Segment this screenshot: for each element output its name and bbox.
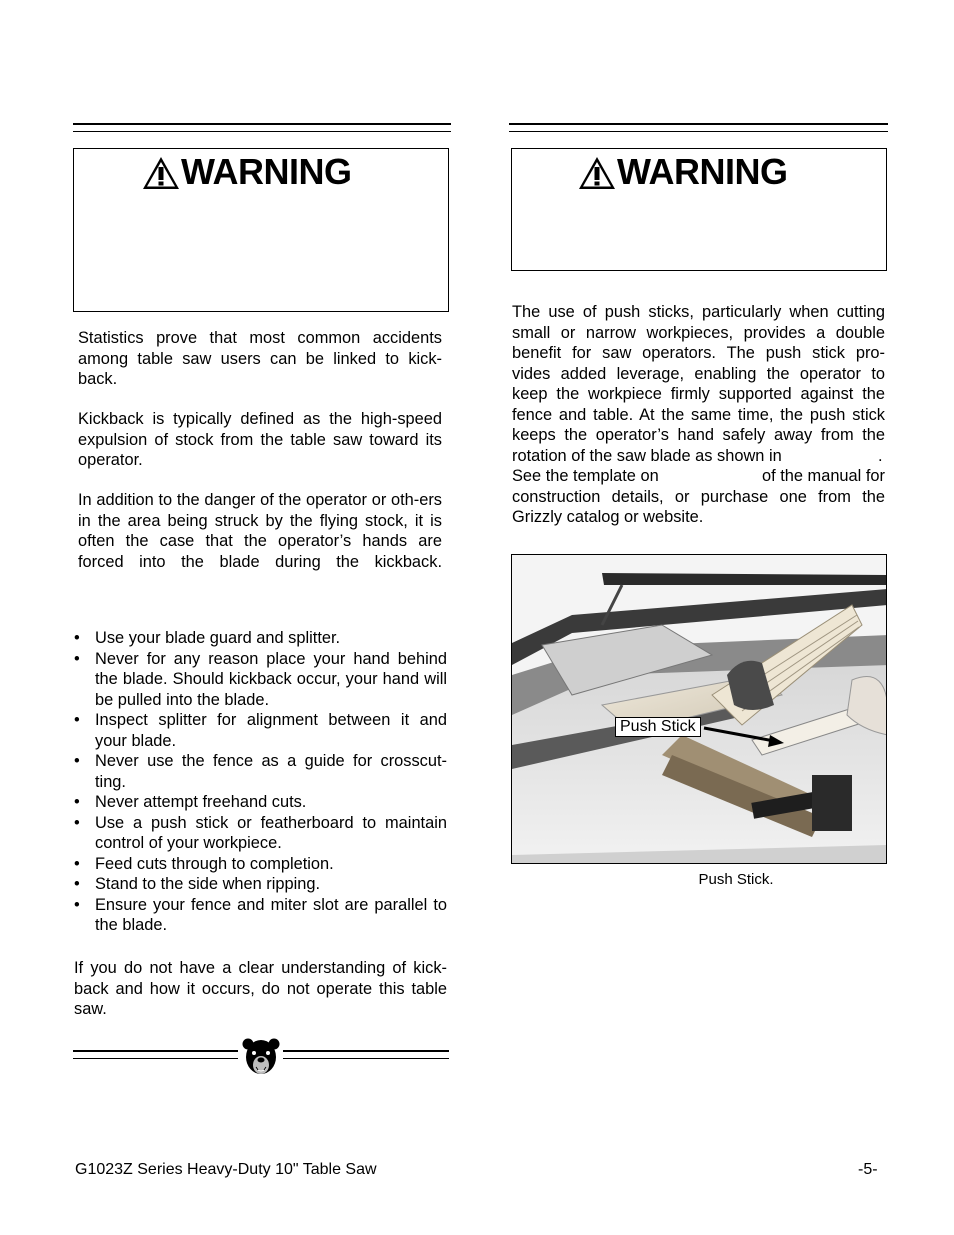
warning-triangle-icon [578,156,616,190]
paragraph-line: keeps the operator’s hand safely away from the [512,426,885,444]
paragraph-line: fence and table. At the same time, the push stick [512,405,885,424]
left-paragraph-1: Statistics prove that most common accidents among table saw users can be linked to kick-back. [78,329,442,388]
left-closing-paragraph: If you do not have a clear understanding of kick-back and how it occurs, do not operate this table saw. [74,959,447,1018]
list-item: • Use your blade guard and splitter. [74,628,447,649]
list-item: • Ensure your fence and miter slot are parallel to the blade. [74,895,447,936]
list-item: • Inspect splitter for alignment between it and your blade. [74,710,447,751]
right-warning-label: WARNING [617,151,788,192]
push-stick-label: Push Stick [615,717,701,737]
paragraph-line: keep the workpiece firmly supported against the [512,385,885,403]
paragraph-line: vides added leverage, enabling the operator to [512,364,885,383]
push-stick-paragraph [512,302,885,528]
list-item: • Use a push stick or featherboard to maintain control of your workpiece. [74,813,447,854]
paragraph-line: construction details, or purchase one from the [512,487,885,506]
paragraph-line: of the manual for [761,467,885,485]
paragraph-line: See the template on [512,467,659,485]
divider-rule-left [73,1050,238,1059]
warning-triangle-icon [142,156,180,190]
list-item: • Never for any reason place your hand behind the blade. Should kickback occur, your hand will be pulled into the blade. [74,649,447,711]
figure-caption: Push Stick. [698,871,774,888]
list-item: • Stand to the side when ripping. [74,874,447,895]
right-header-rule [509,123,888,132]
list-item: • Never use the fence as a guide for crosscut-ting. [74,751,447,792]
bear-logo-icon [241,1036,281,1078]
sentence-period: . [878,446,883,465]
push-stick-photo [511,554,887,864]
footer-title: G1023Z Series Heavy-Duty 10" Table Saw [75,1161,377,1178]
list-item: • Feed cuts through to completion. [74,854,447,875]
right-warning-heading [578,151,788,192]
kickback-prevention-list [74,628,447,936]
left-paragraph-2: Kickback is typically defined as the high-speed expulsion of stock from the table saw toward its operator. [78,410,442,469]
paragraph-line: The use of push sticks, particularly when cutting [512,303,885,321]
left-warning-heading [142,151,352,192]
left-warning-label: WARNING [181,151,352,192]
paragraph-line: small or narrow workpieces, provides a double [512,323,885,342]
paragraph-line: rotation of the saw blade as shown in [512,446,782,465]
table-saw-illustration [512,555,887,864]
left-paragraph-3: In addition to the danger of the operator or oth-ers in the area being struck by the flying stock, it is often the case that the operator’s hands are forced into the blade during the kickback. [78,491,442,571]
list-item: • Never attempt freehand cuts. [74,792,447,813]
paragraph-line: benefit for saw operators. The push stick pro- [512,344,885,362]
paragraph-line: Grizzly catalog or website. [512,508,704,526]
divider-rule-right [283,1050,449,1059]
left-header-rule [73,123,451,132]
page-number: -5- [858,1161,878,1178]
